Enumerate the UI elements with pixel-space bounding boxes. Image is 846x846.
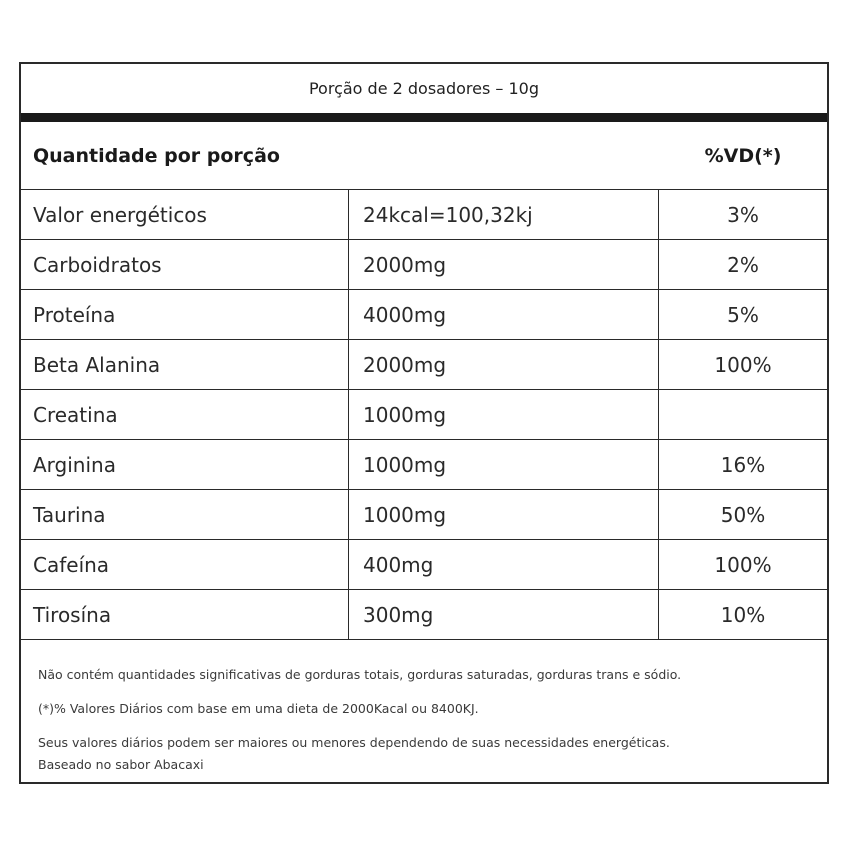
nutrient-amount: 24kcal=100,32kj bbox=[348, 190, 659, 240]
nutrient-vd bbox=[659, 390, 827, 440]
nutrition-facts-table bbox=[19, 62, 829, 784]
nutrient-name: Carboidratos bbox=[33, 253, 162, 277]
nutrient-amount: 4000mg bbox=[348, 290, 659, 340]
table-row bbox=[21, 290, 827, 340]
table-row bbox=[21, 190, 827, 240]
table-row bbox=[21, 590, 827, 640]
table-row bbox=[21, 540, 827, 590]
footnote-flavor: Baseado no sabor Abacaxi bbox=[38, 757, 204, 772]
nutrient-name: Taurina bbox=[33, 503, 106, 527]
vd-header: %VD(*) bbox=[704, 145, 782, 167]
nutrient-amount: 2000mg bbox=[348, 240, 659, 290]
nutrient-name: Arginina bbox=[33, 453, 116, 477]
footnote-daily-values: (*)% Valores Diários com base em uma dieta de 2000Kacal ou 8400KJ. bbox=[38, 701, 479, 716]
table-row bbox=[21, 340, 827, 390]
table-row bbox=[21, 240, 827, 290]
table-header-row bbox=[21, 122, 827, 190]
nutrient-vd: 10% bbox=[720, 603, 766, 627]
nutrient-name: Valor energéticos bbox=[33, 203, 207, 227]
nutrient-name: Creatina bbox=[33, 403, 118, 427]
nutrient-vd: 100% bbox=[714, 553, 772, 577]
nutrient-vd: 16% bbox=[720, 453, 766, 477]
nutrient-amount: 400mg bbox=[348, 540, 659, 590]
nutrient-name: Beta Alanina bbox=[33, 353, 161, 377]
nutrient-name: Cafeína bbox=[33, 553, 110, 577]
thick-divider bbox=[21, 113, 827, 122]
nutrient-vd: 50% bbox=[720, 503, 766, 527]
nutrient-amount: 1000mg bbox=[348, 390, 659, 440]
nutrient-vd: 2% bbox=[727, 253, 759, 277]
nutrient-amount: 300mg bbox=[348, 590, 659, 640]
nutrient-amount: 2000mg bbox=[348, 340, 659, 390]
nutrient-name: Proteína bbox=[33, 303, 116, 327]
footnote-values-vary: Seus valores diários podem ser maiores ou menores dependendo de suas necessidades energéticas. bbox=[38, 735, 670, 750]
nutrient-amount: 1000mg bbox=[348, 490, 659, 540]
footnotes bbox=[38, 664, 818, 776]
nutrient-vd: 100% bbox=[714, 353, 772, 377]
quantity-header: Quantidade por porção bbox=[33, 145, 280, 167]
footnote-no-significant: Não contém quantidades significativas de gorduras totais, gorduras saturadas, gorduras trans e sódio. bbox=[38, 667, 682, 682]
nutrient-rows bbox=[21, 190, 827, 640]
nutrient-amount: 1000mg bbox=[348, 440, 659, 490]
table-row bbox=[21, 390, 827, 440]
nutrient-vd: 5% bbox=[727, 303, 759, 327]
table-row bbox=[21, 440, 827, 490]
nutrient-name: Tirosína bbox=[33, 603, 112, 627]
nutrient-vd: 3% bbox=[727, 203, 759, 227]
serving-size: Porção de 2 dosadores – 10g bbox=[308, 79, 540, 98]
table-row bbox=[21, 490, 827, 540]
